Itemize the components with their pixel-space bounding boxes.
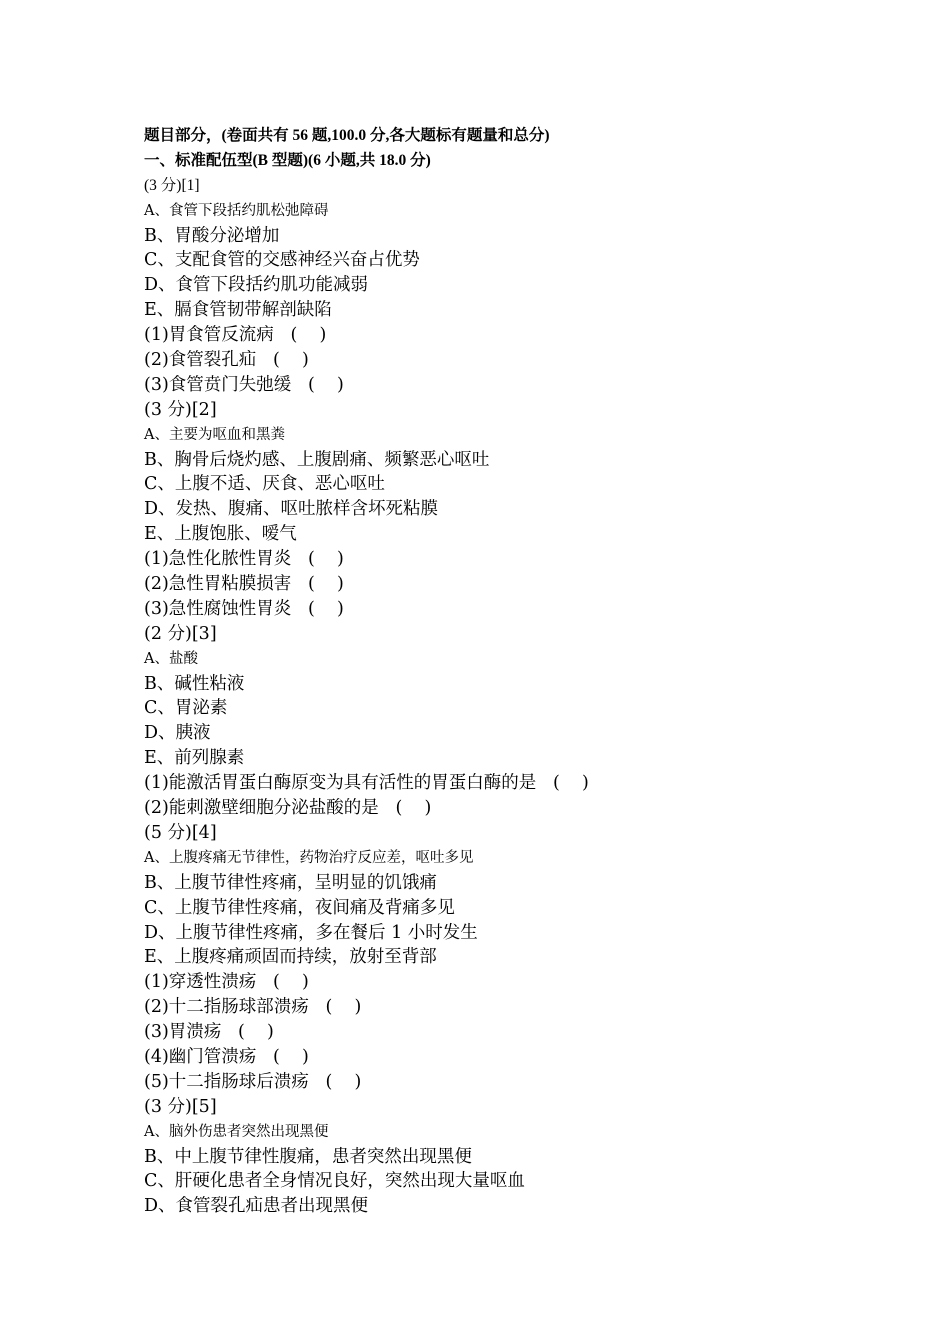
sub-question: (2)食管裂孔疝 ( ) [144, 350, 309, 371]
option-line: D、上腹节律性疼痛，多在餐后 1 小时发生 [144, 922, 478, 943]
sub-question: (3)胃溃疡 ( ) [144, 1022, 274, 1043]
option-line: B、上腹节律性疼痛，呈明显的饥饿痛 [144, 872, 437, 893]
question-score: (5 分)[4] [144, 822, 217, 843]
sub-question: (2)能刺激壁细胞分泌盐酸的是 ( ) [144, 798, 432, 819]
sub-question: (3)食管贲门失弛缓 ( ) [144, 374, 344, 395]
question-score: (2 分)[3] [144, 623, 217, 644]
question-score: (3 分)[2] [144, 399, 217, 420]
option-line: D、发热、腹痛、呕吐脓样含坏死粘膜 [144, 499, 439, 520]
option-line: A、主要为呕血和黑粪 [144, 426, 285, 443]
option-line: E、上腹饱胀、嗳气 [144, 524, 297, 545]
option-line: C、胃泌素 [144, 698, 228, 719]
option-line: A、盐酸 [144, 650, 198, 667]
question-score: (3 分)[5] [144, 1096, 217, 1117]
sub-question: (2)十二指肠球部溃疡 ( ) [144, 997, 362, 1018]
option-line: E、上腹疼痛顽固而持续，放射至背部 [144, 947, 437, 968]
option-line: A、脑外伤患者突然出现黑便 [144, 1123, 329, 1140]
sub-question: (2)急性胃粘膜损害 ( ) [144, 574, 344, 595]
sub-question: (1)穿透性溃疡 ( ) [144, 972, 309, 993]
sub-question: (5)十二指肠球后溃疡 ( ) [144, 1071, 362, 1092]
option-line: E、膈食管韧带解剖缺陷 [144, 300, 332, 321]
sub-question: (4)幽门管溃疡 ( ) [144, 1046, 309, 1067]
option-line: E、前列腺素 [144, 748, 245, 769]
question-score: (3 分)[1] [144, 176, 200, 194]
option-line: B、胸骨后烧灼感、上腹剧痛、频繁恶心呕吐 [144, 449, 490, 470]
option-line: D、食管裂孔疝患者出现黑便 [144, 1196, 369, 1217]
document-title: 题目部分，(卷面共有 56 题,100.0 分,各大题标有题量和总分) [144, 127, 550, 144]
section-heading: 一、标准配伍型(B 型题)(6 小题,共 18.0 分) [144, 151, 431, 169]
question-list [144, 174, 904, 1219]
option-line: A、食管下段括约肌松弛障碍 [144, 202, 329, 219]
option-line: C、肝硬化患者全身情况良好，突然出现大量呕血 [144, 1171, 525, 1192]
sub-question: (1)能激活胃蛋白酶原变为具有活性的胃蛋白酶的是 ( ) [144, 773, 589, 794]
sub-question: (3)急性腐蚀性胃炎 ( ) [144, 598, 344, 619]
sub-question: (1)急性化脓性胃炎 ( ) [144, 549, 344, 570]
option-line: D、胰液 [144, 723, 211, 744]
document-page [144, 124, 904, 1219]
option-line: B、中上腹节律性腹痛，患者突然出现黑便 [144, 1146, 472, 1167]
sub-question: (1)胃食管反流病 ( ) [144, 325, 327, 346]
option-line: C、上腹节律性疼痛，夜间痛及背痛多见 [144, 897, 455, 918]
option-line: B、碱性粘液 [144, 673, 245, 694]
option-line: D、食管下段括约肌功能减弱 [144, 275, 369, 296]
option-line: C、支配食管的交感神经兴奋占优势 [144, 250, 420, 271]
option-line: A、上腹疼痛无节律性，药物治疗反应差，呕吐多见 [144, 849, 474, 866]
option-line: B、胃酸分泌增加 [144, 225, 280, 246]
option-line: C、上腹不适、厌食、恶心呕吐 [144, 474, 385, 495]
